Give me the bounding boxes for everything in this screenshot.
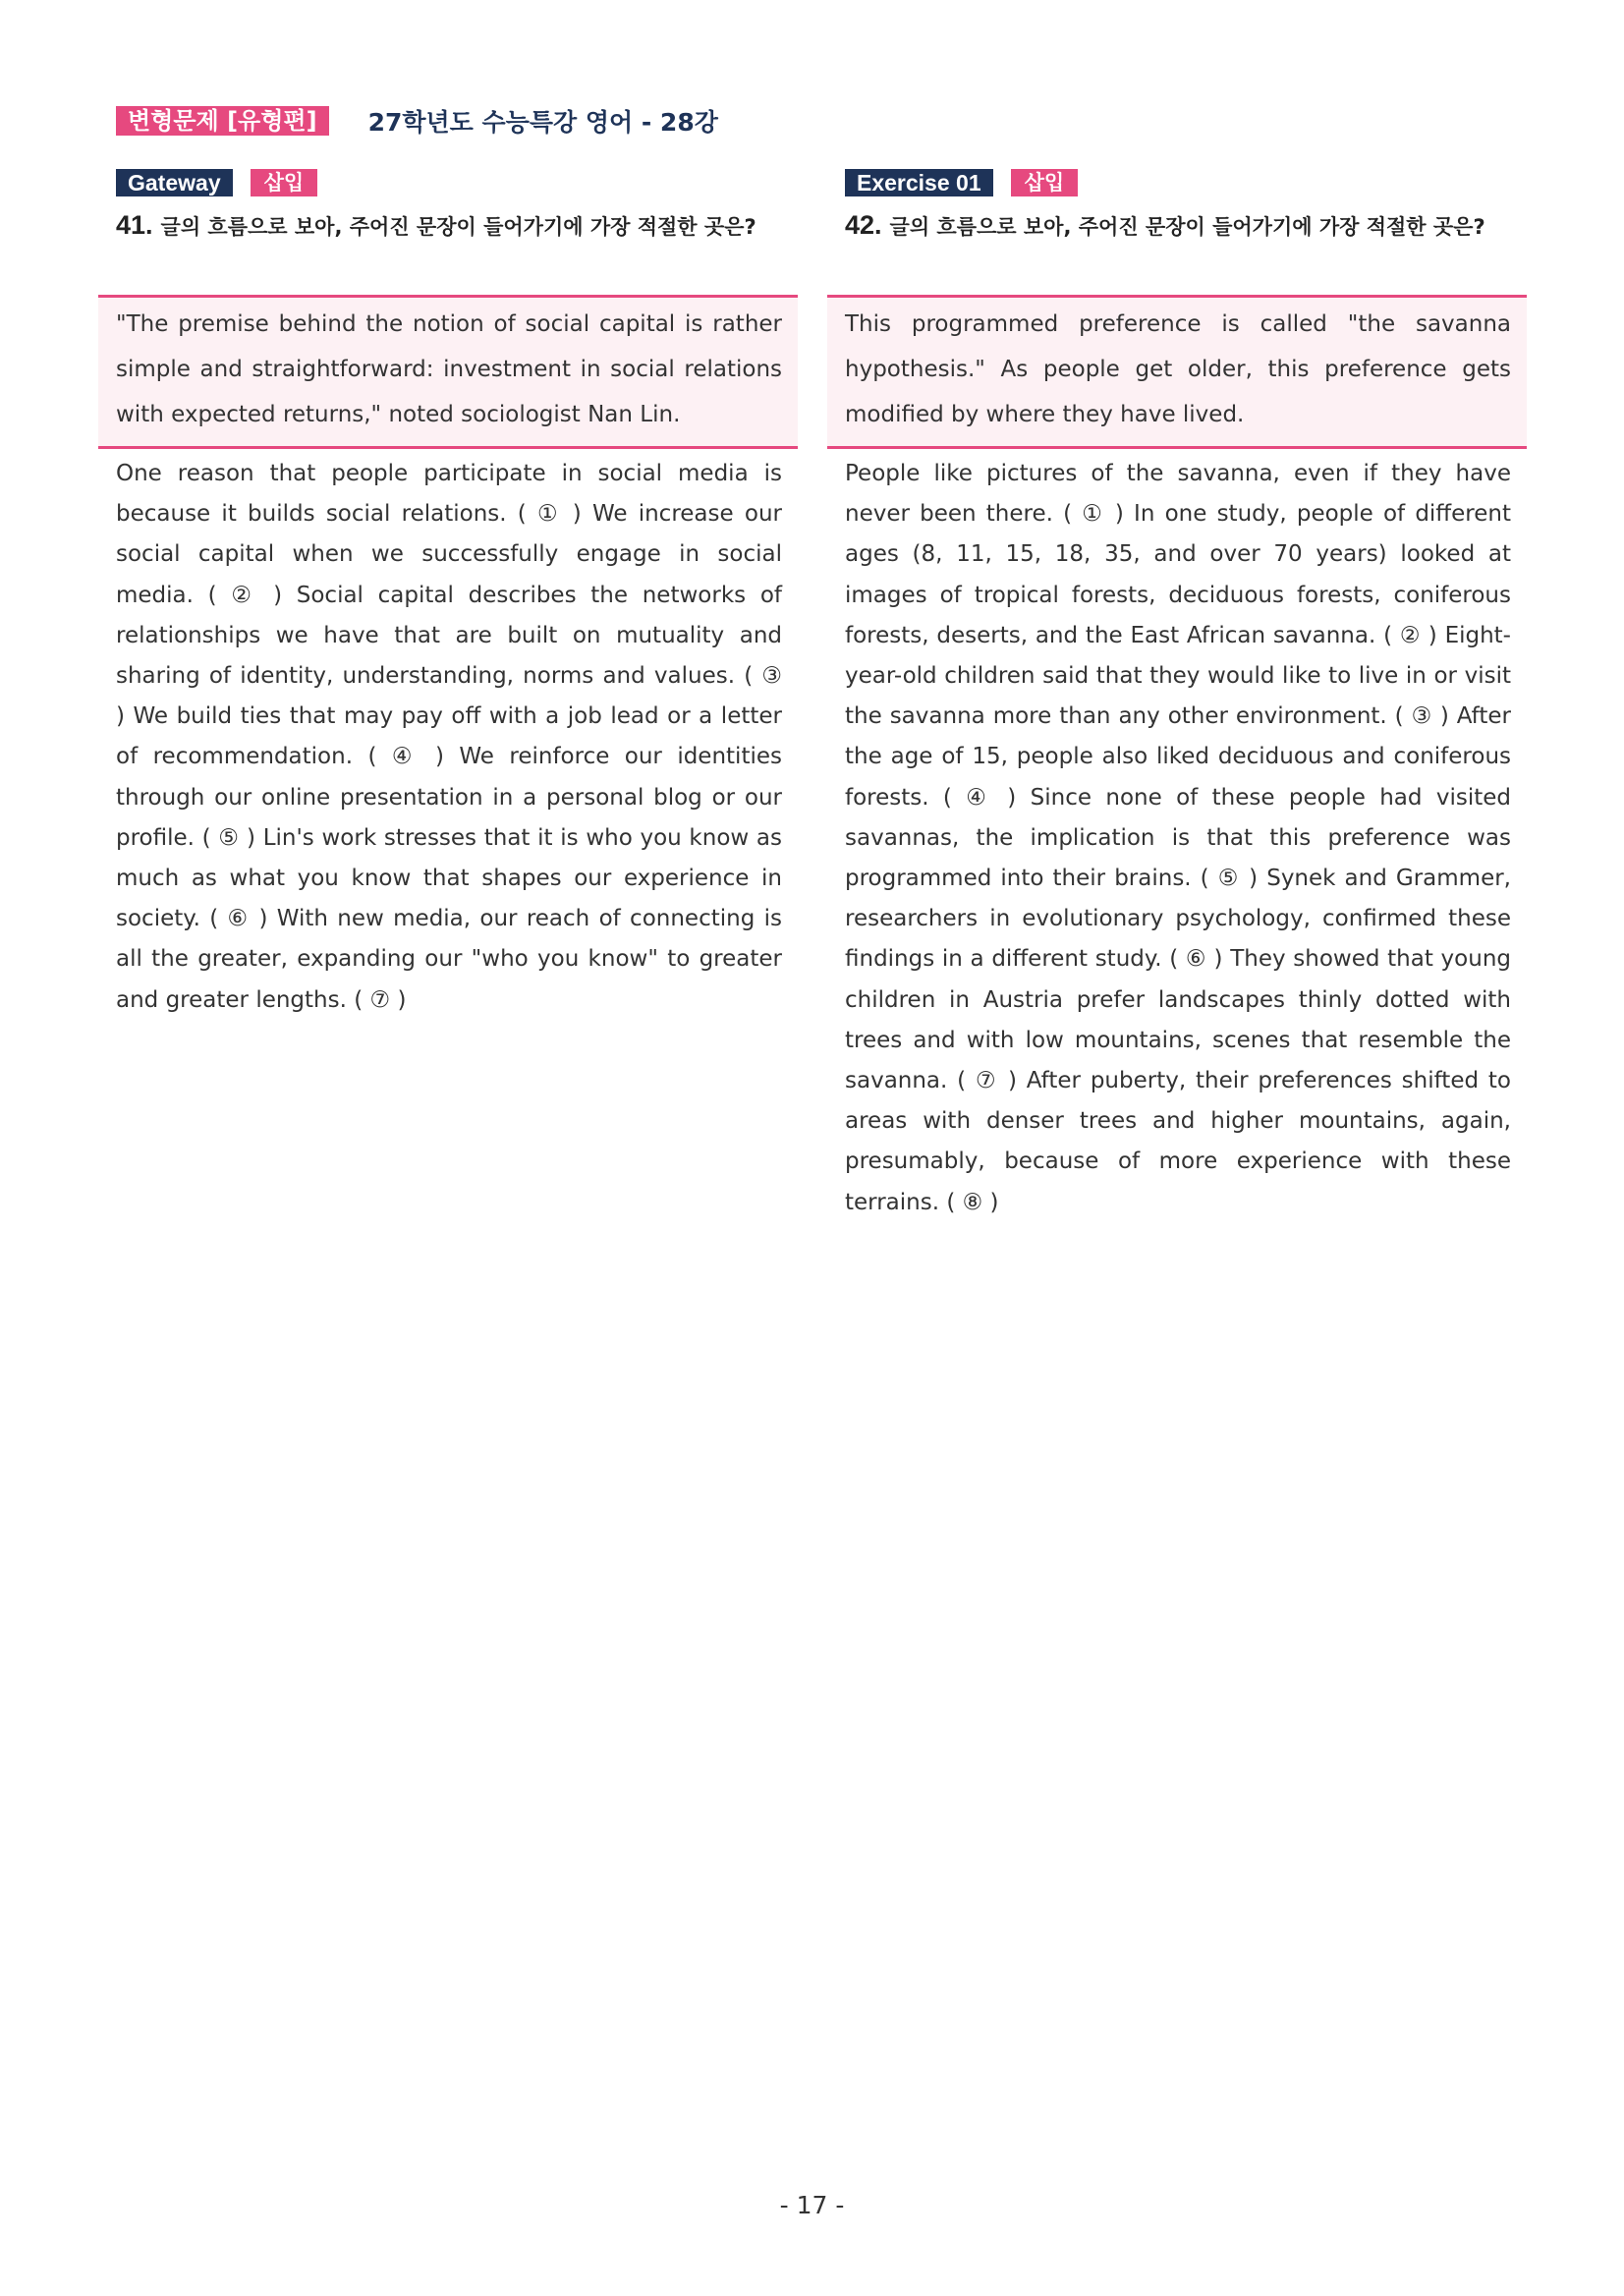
- question-text: 글의 흐름으로 보아, 주어진 문장이 들어가기에 가장 적절한 곳은?: [160, 215, 756, 239]
- passage-text: People like pictures of the savanna, even if they have never been there. ( ① ) In one study, people of different ages (8, 11, 15, 18, 35, and over 70 years) looked at images of tropical forests, deciduous forests, coniferous forests, deserts, and the East African savanna. ( ② ) Eight-year-old children said that they would like to live in or visit the savanna more than any other environment. ( ③ ) After the age of 15, people also liked deciduous and coniferous forests. ( ④ ) Since none of these people had visited savannas, the implication is that this preference was programmed into their brains. ( ⑤ ) Synek and Grammer, researchers in evolutionary psychology, confirmed these findings in a different study. ( ⑥ ) They showed that young children in Austria prefer landscapes thinly dotted with trees and with low mountains, scenes that resemble the savanna. ( ⑦ ) After puberty, their preferences shifted to areas with denser trees and higher mountains, again, presumably, because of more experience with these terrains. ( ⑧ ): [845, 461, 1511, 1215]
- question-text: 글의 흐름으로 보아, 주어진 문장이 들어가기에 가장 적절한 곳은?: [889, 215, 1485, 239]
- given-sentence-box: [98, 295, 798, 449]
- gateway-label: Gateway: [116, 169, 233, 196]
- question-41: [116, 206, 794, 246]
- given-sentence: This programmed preference is called "the savanna hypothesis." As people get older, this preference gets modified by where they have lived.: [845, 311, 1511, 427]
- given-sentence: "The premise behind the notion of social capital is rather simple and straightforward: investment in social relations with expected returns," noted sociologist Nan Lin.: [116, 311, 782, 427]
- insertion-type-tag: 삽입: [251, 169, 318, 196]
- question-number: 41.: [116, 210, 153, 240]
- given-sentence-box: [827, 295, 1527, 449]
- section-tag: 변형문제 [유형편]: [116, 106, 329, 136]
- page-title: 27학년도 수능특강 영어 - 28강: [367, 108, 718, 137]
- right-column: [845, 169, 1533, 1215]
- left-column: [116, 169, 804, 1013]
- question-number: 42.: [845, 210, 882, 240]
- question-42: [845, 206, 1523, 246]
- right-labels: [845, 169, 1533, 196]
- passage-text: One reason that people participate in social media is because it builds social relations. ( ① ) We increase our social capital when we successfully engage in social media. ( ② ) Social capital describes the networks of relationships we have that are built on mutuality and sharing of identity, understanding, norms and values. ( ③ ) We build ties that may pay off with a job lead or a letter of recommendation. ( ④ ) We reinforce our identities through our online presentation in a personal blog or our profile. ( ⑤ ) Lin's work stresses that it is who you know as much as what you know that shapes our experience in society. ( ⑥ ) With new media, our reach of connecting is all the greater, expanding our "who you know" to greater and greater lengths. ( ⑦ ): [116, 461, 782, 1013]
- insertion-type-tag: 삽입: [1011, 169, 1079, 196]
- exercise-label: Exercise 01: [845, 169, 993, 196]
- page-header: [116, 104, 718, 138]
- left-labels: [116, 169, 804, 196]
- page-number: - 17 -: [779, 2191, 845, 2219]
